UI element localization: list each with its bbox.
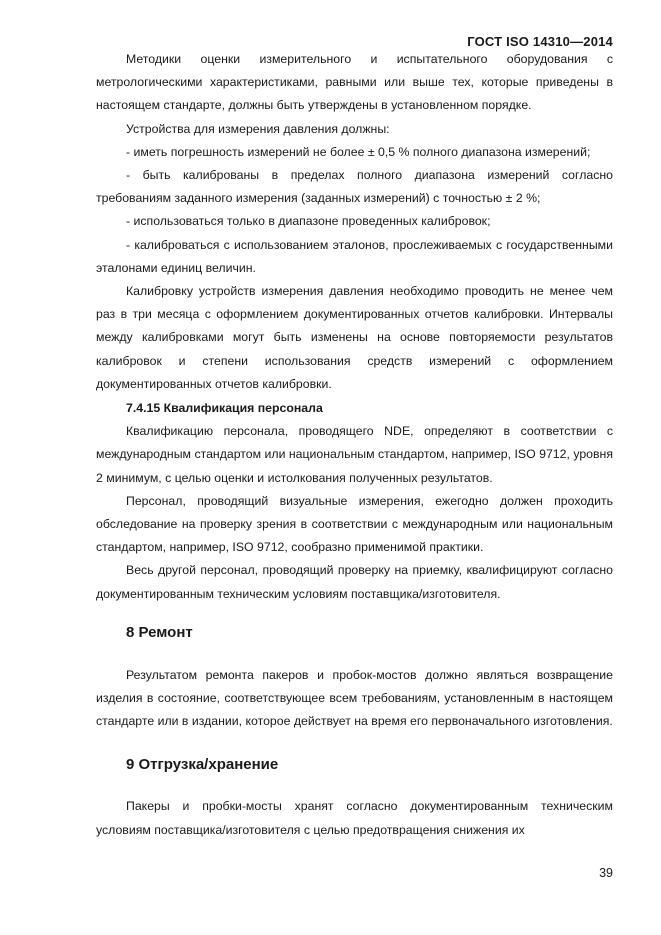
- section-heading-shipping: 9 Отгрузка/хранение: [126, 756, 279, 774]
- standard-header: ГОСТ ISO 14310—2014: [467, 34, 613, 49]
- list-item-standards: - калиброваться с использованием эталонов, прослеживаемых с государственными эталонами единиц величин.: [96, 237, 613, 275]
- paragraph-other-personnel: Весь другой персонал, проводящий проверку на приемку, квалифицируют согласно документированным техническим условиям поставщика/изготовителя.: [96, 563, 613, 601]
- paragraph-visual-personnel: Персонал, проводящий визуальные измерения, ежегодно должен проходить обследование на проверку зрения в соответствии с международным или национальным стандартом, например, ISO 9712, сообразно применимой практики.: [96, 493, 613, 555]
- paragraph-repair: Результатом ремонта пакеров и пробок-мостов должно являться возвращение изделия в состояние, соответствующее всем требованиям, установленным в настоящем стандарте или в издании, которое действует на время его первоначального изготовления.: [96, 667, 613, 729]
- list-item-calibrated: - быть калиброваны в пределах полного диапазона измерений согласно требованиям заданного измерения (заданных измерений) с точностью ± 2 %;: [96, 168, 613, 206]
- paragraph-shipping: Пакеры и пробки-мосты хранят согласно документированным техническим условиям поставщика/изготовителя с целью предотвращения снижения их: [96, 799, 613, 837]
- paragraph-pressure-devices-intro: Устройства для измерения давления должны:: [126, 121, 390, 136]
- paragraph-calibration-frequency: Калибровку устройств измерения давления необходимо проводить не менее чем раз в три месяца с оформлением документированных отчетов калибровки. Интервалы между калибровками могут быть изменены на основе повторяемости результатов калибровок и степени использования средств измерений с оформлением документированных отчетов калибровки.: [96, 284, 613, 391]
- list-item-range: - использоваться только в диапазоне проведенных калибровок;: [126, 214, 491, 229]
- subsection-heading: 7.4.15 Квалификация персонала: [126, 401, 323, 416]
- list-item-accuracy: - иметь погрешность измерений не более ± 0,5 % полного диапазона измерений;: [126, 144, 591, 159]
- section-heading-repair: 8 Ремонт: [126, 623, 193, 641]
- page-content: [96, 48, 613, 842]
- paragraph-nde-personnel: Квалификацию персонала, проводящего NDE, определяют в соответствии с международным стандартом или национальным стандартом, например, ISO 9712, уровня 2 минимум, с целью оценки и истолкования полученных результатов.: [96, 424, 613, 485]
- page-number: 39: [599, 866, 613, 880]
- paragraph-methods: Методики оценки измерительного и испытательного оборудования с метрологическими характеристиками, равными или выше тех, которые приведены в настоящем стандарте, должны быть утверждены в установленном порядке.: [96, 52, 613, 113]
